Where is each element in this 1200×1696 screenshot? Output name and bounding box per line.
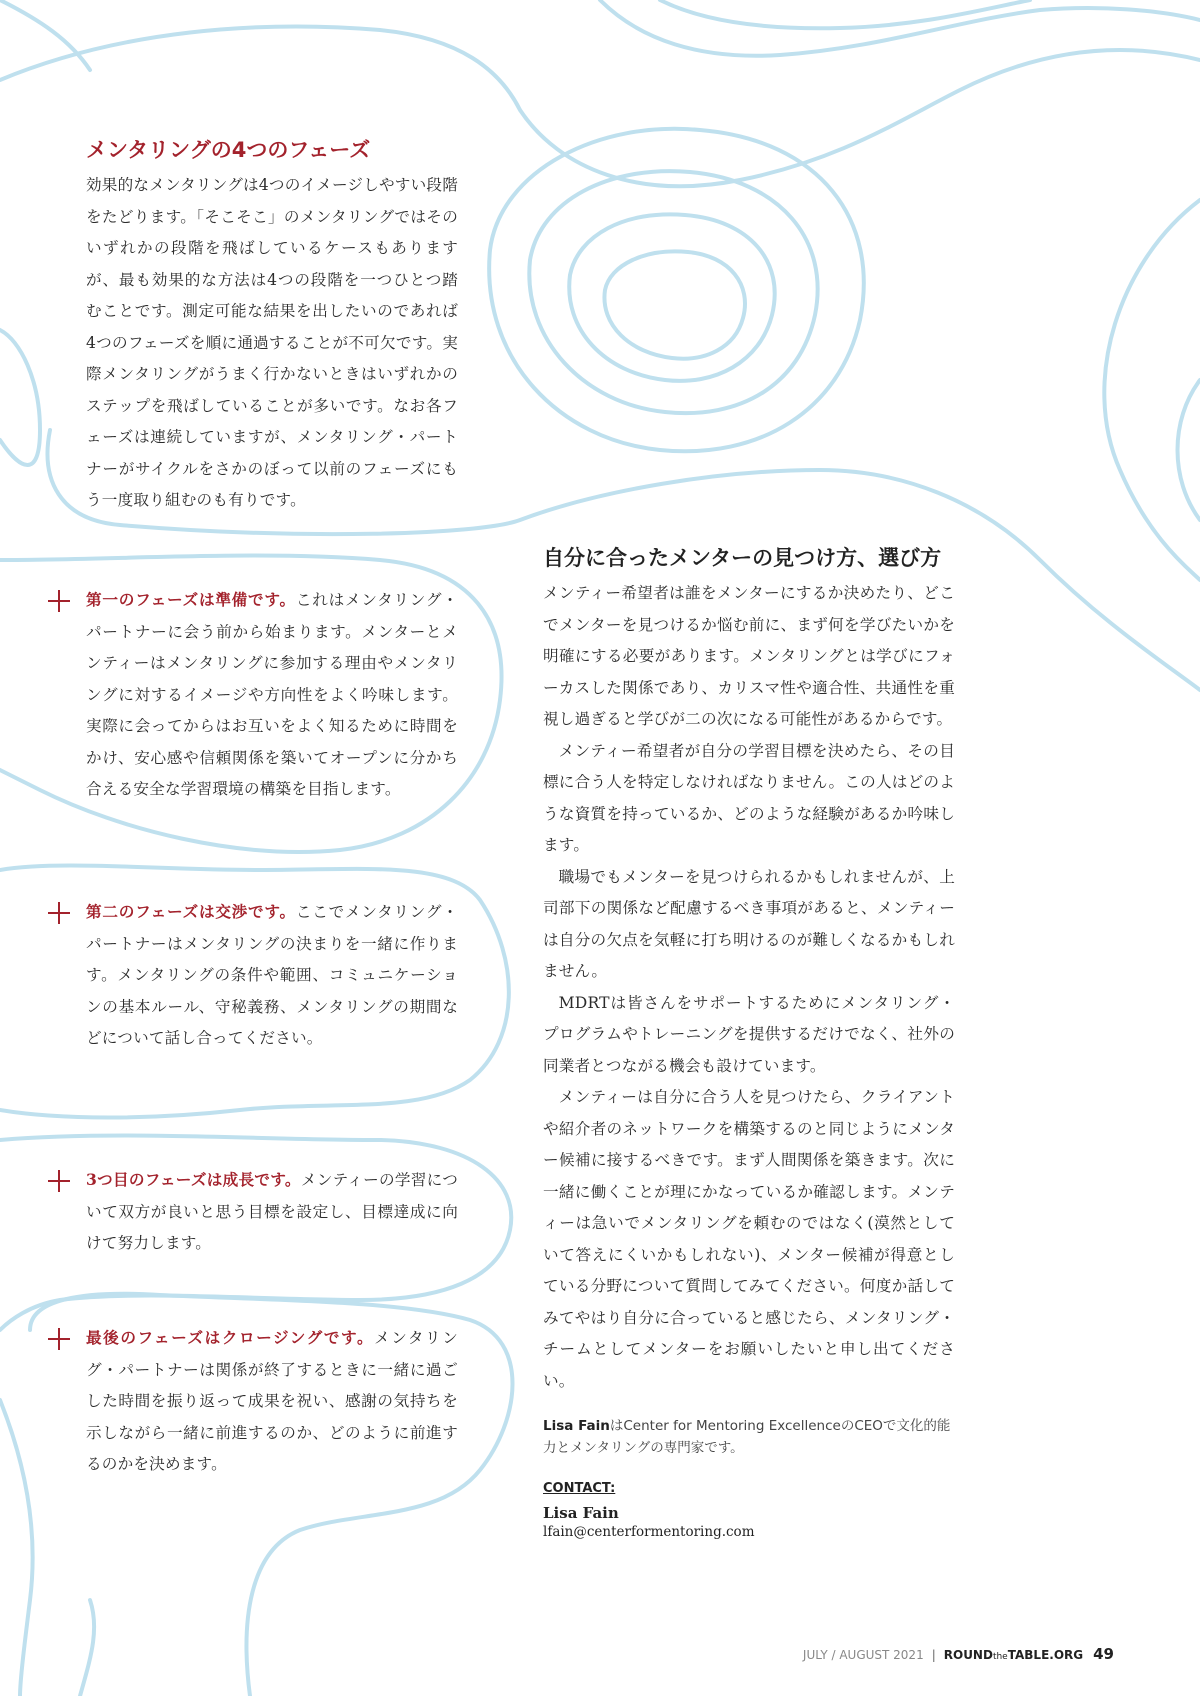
phase-3-text: メンティーの学習について双方が良いと思う目標を設定し、目標達成に向けて努力します。 <box>86 1171 458 1252</box>
contact-block <box>543 1481 955 1540</box>
contact-label: CONTACT: <box>543 1481 616 1496</box>
phase-1-paragraph <box>86 584 458 806</box>
contact-name: Lisa Fain <box>543 1504 619 1522</box>
plus-icon <box>48 902 70 924</box>
plus-icon <box>48 1170 70 1192</box>
phase-2-paragraph <box>86 896 458 1055</box>
phase-3-lead: 3つ目のフェーズは成長です。 <box>86 1170 301 1189</box>
phases-heading: メンタリングの4つのフェーズ <box>86 138 371 162</box>
mentor-paragraph-2: メンティー希望者が自分の学習目標を決めたら、その目標に合う人を特定しなければなりません。この人はどのような資質を持っているか、どのような経験があるか吟味します。 <box>543 741 955 854</box>
brand-table: TABLE.ORG <box>1007 1648 1084 1662</box>
brand-link[interactable] <box>944 1648 1083 1662</box>
phase-1-block <box>86 584 458 806</box>
phase-4-block <box>86 1322 458 1481</box>
phase-4-lead: 最後のフェーズはクロージングです。 <box>86 1328 375 1347</box>
author-bio <box>543 1415 955 1459</box>
mentor-section <box>543 542 955 1540</box>
issue-date: JULY / AUGUST 2021 <box>802 1648 924 1662</box>
mentor-heading: 自分に合ったメンターの見つけ方、選び方 <box>543 546 942 570</box>
brand-round: ROUND <box>943 1648 993 1662</box>
page-footer <box>803 1645 1114 1663</box>
plus-icon <box>48 1328 70 1350</box>
mentor-paragraph-5: メンティーは自分に合う人を見つけたら、クライアントや紹介者のネットワークを構築するのと同じようにメンター候補に接するべきです。まず人間関係を築きます。次に一緒に働くことが理にかなっているか確認します。メンティーは急いでメンタリングを頼むのではなく(漠然としていて答えにくいかもしれない)、メンター候補が得意としている分野について質問してみてください。何度か話してみてやはり自分に合っていると感じたら、メンタリング・チームとしてメンターをお願いしたいと申し出てください。 <box>543 1088 955 1390</box>
mentor-paragraph-1: メンティー希望者は誰をメンターにするか決めたり、どこでメンターを見つけるか悩む前に、まず何を学びたいかを明確にする必要があります。メンタリングとは学びにフォーカスした関係であり、カリスマ性や適合性、共通性を重視し過ぎると学びが二の次になる可能性があるからです。 <box>543 584 955 728</box>
plus-icon <box>48 590 70 612</box>
phase-4-text: メンタリング・パートナーは関係が終了するときに一緒に過ごした時間を振り返って成果を祝い、感謝の気持ちを示しながら一緒に前進するのか、どのように前進するのかを決めます。 <box>86 1329 458 1473</box>
phase-3-paragraph <box>86 1164 458 1260</box>
phase-3-block <box>86 1164 458 1260</box>
phase-1-lead: 第一のフェーズは準備です。 <box>86 590 296 609</box>
phases-intro-paragraph: 効果的なメンタリングは4つのイメージしやすい段階をたどります。「そこそこ」のメンタリングではそのいずれかの段階を飛ばしているケースもありますが、最も効果的な方法は4つの段階を一つひとつ踏むことです。測定可能な結果を出したいのであれば4つのフェーズを順に通過することが不可欠です。実際メンタリングがうまく行かないときはいずれかのステップを飛ばしていることが多いです。なお各フェーズは連続していますが、メンタリング・パートナーがサイクルをさかのぼって以前のフェーズにもう一度取り組むのも有りです。 <box>86 176 458 509</box>
phase-1-text: これはメンタリング・パートナーに会う前から始まります。メンターとメンティーはメンタリングに参加する理由やメンタリングに対するイメージや方向性をよく吟味します。実際に会ってからはお互いをよく知るために時間をかけ、安心感や信頼関係を築いてオープンに分かち合える安全な学習環境の構築を目指します。 <box>86 591 458 798</box>
contact-email-link[interactable]: lfain@centerformentoring.com <box>543 1524 755 1540</box>
mentor-paragraph-4: MDRTは皆さんをサポートするためにメンタリング・プログラムやトレーニングを提供するだけでなく、社外の同業者とつながる機会も設けています。 <box>543 993 955 1075</box>
author-name: Lisa Fain <box>543 1418 610 1434</box>
phase-2-lead: 第二のフェーズは交渉です。 <box>86 902 296 921</box>
phase-2-block <box>86 896 458 1055</box>
phase-2-text: ここでメンタリング・パートナーはメンタリングの決まりを一緒に作ります。メンタリングの条件や範囲、コミュニケーションの基本ルール、守秘義務、メンタリングの期間などについて話し合ってください。 <box>86 903 458 1047</box>
mentor-paragraph-3: 職場でもメンターを見つけられるかもしれませんが、上司部下の関係など配慮するべき事項があると、メンティーは自分の欠点を気軽に打ち明けるのが難しくなるかもしれません。 <box>543 867 955 980</box>
phases-intro-section <box>86 134 458 517</box>
footer-separator: | <box>931 1648 936 1662</box>
author-bio-text: はCenter for Mentoring ExcellenceのCEOで文化的能力とメンタリングの専門家です。 <box>543 1418 951 1456</box>
brand-the: the <box>992 1652 1008 1662</box>
phase-4-paragraph <box>86 1322 458 1481</box>
page-number: 49 <box>1093 1645 1114 1663</box>
